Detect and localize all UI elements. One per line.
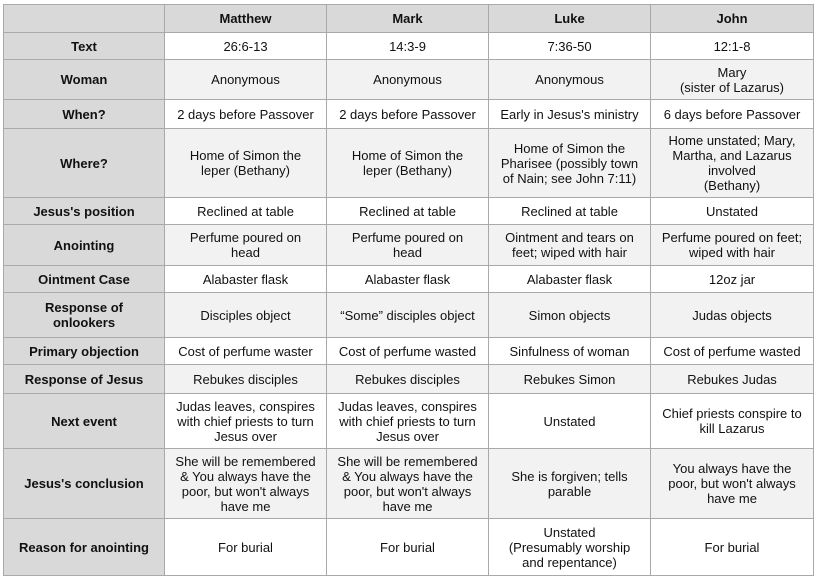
table-row: [4, 198, 814, 225]
table-cell: “Some” disciples object: [327, 293, 489, 338]
table-cell: Cost of perfume waster: [165, 338, 327, 365]
table-cell: For burial: [327, 519, 489, 576]
table-cell: Cost of perfume wasted: [651, 338, 814, 365]
table-cell: 12:1-8: [651, 33, 814, 60]
table-cell: 2 days before Passover: [327, 100, 489, 129]
table-row: [4, 129, 814, 198]
table-body: [4, 33, 814, 576]
table-cell: Rebukes Simon: [489, 365, 651, 394]
row-label: Woman: [4, 60, 165, 100]
table-cell: Reclined at table: [165, 198, 327, 225]
table-cell: Judas leaves, conspires with chief priests to turn Jesus over: [327, 394, 489, 449]
comparison-table: [3, 4, 814, 576]
table-row: [4, 100, 814, 129]
corner-cell: [4, 5, 165, 33]
table-cell: Anonymous: [327, 60, 489, 100]
table-cell: Perfume poured on feet; wiped with hair: [651, 225, 814, 266]
table-row: [4, 266, 814, 293]
table-cell: Unstated: [651, 198, 814, 225]
header-row: [4, 5, 814, 33]
row-label: Ointment Case: [4, 266, 165, 293]
row-label: Response of onlookers: [4, 293, 165, 338]
table-cell: For burial: [651, 519, 814, 576]
table-cell: You always have the poor, but won't always have me: [651, 449, 814, 519]
table-cell: Home of Simon the leper (Bethany): [165, 129, 327, 198]
row-label: When?: [4, 100, 165, 129]
row-label: Jesus's position: [4, 198, 165, 225]
table-cell: Ointment and tears on feet; wiped with hair: [489, 225, 651, 266]
table-row: [4, 225, 814, 266]
table-cell: She is forgiven; tells parable: [489, 449, 651, 519]
table-cell: Simon objects: [489, 293, 651, 338]
table-cell: Sinfulness of woman: [489, 338, 651, 365]
table-cell: Early in Jesus's ministry: [489, 100, 651, 129]
table-cell: For burial: [165, 519, 327, 576]
table-cell: 14:3-9: [327, 33, 489, 60]
table-cell: Rebukes disciples: [327, 365, 489, 394]
table-cell: 12oz jar: [651, 266, 814, 293]
table-cell: Reclined at table: [489, 198, 651, 225]
table-cell: Unstated: [489, 394, 651, 449]
table-row: [4, 293, 814, 338]
row-label: Where?: [4, 129, 165, 198]
table-cell: 6 days before Passover: [651, 100, 814, 129]
table-row: [4, 338, 814, 365]
table-row: [4, 519, 814, 576]
row-label: Primary objection: [4, 338, 165, 365]
table-cell: Perfume poured on head: [327, 225, 489, 266]
table-cell: She will be remembered & You always have the poor, but won't always have me: [165, 449, 327, 519]
table-cell: Unstated (Presumably worship and repentance): [489, 519, 651, 576]
table-cell: Judas leaves, conspires with chief priests to turn Jesus over: [165, 394, 327, 449]
row-label: Jesus's conclusion: [4, 449, 165, 519]
column-header-john: John: [651, 5, 814, 33]
table-row: [4, 394, 814, 449]
table-cell: Disciples object: [165, 293, 327, 338]
table-cell: Rebukes Judas: [651, 365, 814, 394]
table-cell: 7:36-50: [489, 33, 651, 60]
table-cell: Alabaster flask: [489, 266, 651, 293]
row-label: Reason for anointing: [4, 519, 165, 576]
row-label: Text: [4, 33, 165, 60]
table-cell: Rebukes disciples: [165, 365, 327, 394]
table-row: [4, 60, 814, 100]
table-cell: She will be remembered & You always have the poor, but won't always have me: [327, 449, 489, 519]
table-cell: Mary (sister of Lazarus): [651, 60, 814, 100]
table-cell: 26:6-13: [165, 33, 327, 60]
row-label: Anointing: [4, 225, 165, 266]
column-header-matthew: Matthew: [165, 5, 327, 33]
table-row: [4, 33, 814, 60]
table-cell: Chief priests conspire to kill Lazarus: [651, 394, 814, 449]
table-cell: Cost of perfume wasted: [327, 338, 489, 365]
table-cell: Home of Simon the Pharisee (possibly town of Nain; see John 7:11): [489, 129, 651, 198]
column-header-mark: Mark: [327, 5, 489, 33]
table-cell: Perfume poured on head: [165, 225, 327, 266]
table-cell: Anonymous: [489, 60, 651, 100]
table-cell: Alabaster flask: [165, 266, 327, 293]
column-header-luke: Luke: [489, 5, 651, 33]
table-row: [4, 365, 814, 394]
table-row: [4, 449, 814, 519]
table-cell: Anonymous: [165, 60, 327, 100]
table-cell: Reclined at table: [327, 198, 489, 225]
table-cell: Home unstated; Mary, Martha, and Lazarus involved (Bethany): [651, 129, 814, 198]
table-cell: 2 days before Passover: [165, 100, 327, 129]
row-label: Response of Jesus: [4, 365, 165, 394]
row-label: Next event: [4, 394, 165, 449]
table-cell: Alabaster flask: [327, 266, 489, 293]
table-cell: Home of Simon the leper (Bethany): [327, 129, 489, 198]
table-cell: Judas objects: [651, 293, 814, 338]
